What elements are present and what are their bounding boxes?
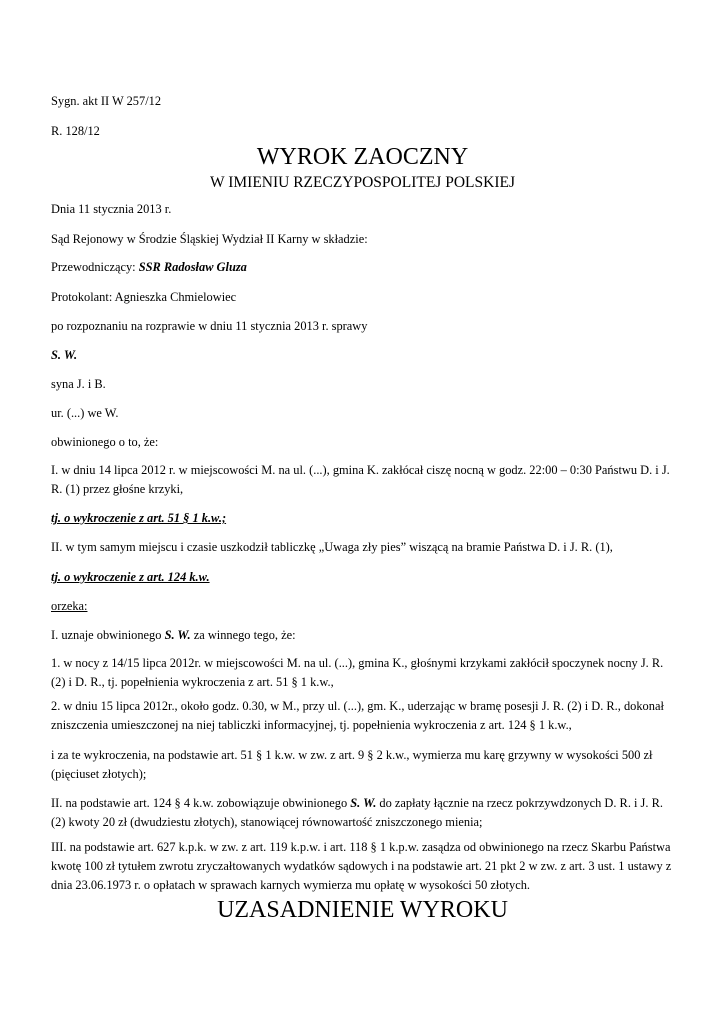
judgment-title: WYROK ZAOCZNY	[256, 144, 469, 170]
defendant-name: S. W.	[51, 348, 78, 362]
ruling-point-2-tail: do zapłaty łącznie na rzecz pokrzywdzonych D. R. i J. R. (2) kwoty 20 zł (dwudziestu złotych), stanowiącej równowartość zniszczonego mienia;	[51, 796, 663, 829]
defendant-parents: syna J. i B.	[51, 377, 106, 391]
ruling-point-1-lead: I. uznaje obwinionego	[51, 628, 165, 642]
charge-1-text: I. w dniu 14 lipca 2012 r. w miejscowości M. na ul. (...), gmina K. zakłócał ciszę nocną w godz. 22:00 – 0:30 Państwu D. i J. R. (1) przez głośne krzyki,	[51, 463, 670, 496]
ruling-point-1-tail: za winnego tego, że:	[190, 628, 296, 642]
ruling-point-1-offence-2: 2. w dniu 15 lipca 2012r., około godz. 0.30, w M., przy ul. (...), gm. K., uderzając w bramę posesji J. R. (2) i D. R., dokonał zniszczenia umieszczonej na niej tabliczki informacyjnej, tj. popełnienia wykroczenia z art. 124 § 1 k.w.,	[51, 699, 664, 732]
charge-2-text: II. w tym samym miejscu i czasie uszkodził tabliczkę „Uwaga zły pies” wiszącą na bramie Państwa D. i J. R. (1),	[51, 540, 613, 554]
ruling-point-2	[51, 794, 677, 832]
charged-intro: obwinionego o to, że:	[51, 435, 159, 449]
ruling-label: orzeka:	[51, 599, 88, 613]
hearing-info: po rozpoznaniu na rozprawie w dniu 11 stycznia 2013 r. sprawy	[51, 319, 368, 333]
judgment-date: Dnia 11 stycznia 2013 r.	[51, 202, 172, 216]
presiding-judge-label: Przewodniczący:	[51, 260, 139, 274]
court-composition: Sąd Rejonowy w Środzie Śląskiej Wydział II Karny w składzie:	[51, 232, 368, 246]
presiding-judge-name: SSR Radosław Gluza	[138, 260, 247, 274]
defendant-birth: ur. (...) we W.	[51, 406, 119, 420]
case-signature: Sygn. akt II W 257/12	[51, 94, 162, 108]
case-repertory: R. 128/12	[51, 124, 100, 138]
ruling-point-1	[51, 627, 296, 643]
ruling-point-1-offence-1: 1. w nocy z 14/15 lipca 2012r. w miejscowości M. na ul. (...), gmina K., głośnymi krzykami zakłócił spoczynek nocny J. R. (2) i D. R., tj. popełnienia wykroczenia z art. 51 § 1 k.w.,	[51, 656, 664, 689]
justification-title: UZASADNIENIE WYROKU	[217, 897, 508, 923]
ruling-point-1-penalty: i za te wykroczenia, na podstawie art. 51 § 1 k.w. w zw. z art. 9 § 2 k.w., wymierza mu karę grzywny w wysokości 500 zł (pięciuset złotych);	[51, 748, 653, 781]
ruling-point-2-defendant: S. W.	[350, 796, 377, 810]
ruling-point-3: III. na podstawie art. 627 k.p.k. w zw. z art. 119 k.p.w. i art. 118 § 1 k.p.w. zasądza od obwinionego na rzecz Skarbu Państwa kwotę 100 zł tytułem zwrotu zryczałtowanych wydatków sądowych i na podstawie art. 21 pkt 2 w zw. z art. 3 ust. 1 ustawy z dnia 23.06.1973 r. o opłatach w sprawach karnych wymierza mu opłatę w wysokości 50 złotych.	[51, 840, 672, 892]
ruling-point-2-lead: II. na podstawie art. 124 § 4 k.w. zobowiązuje obwinionego	[51, 796, 351, 810]
presiding-judge	[51, 259, 247, 275]
court-clerk: Protokolant: Agnieszka Chmielowiec	[51, 290, 237, 304]
ruling-point-1-defendant: S. W.	[164, 628, 191, 642]
judgment-subtitle: W IMIENIU RZECZYPOSPOLITEJ POLSKIEJ	[210, 174, 515, 191]
charge-1-qualification: tj. o wykroczenie z art. 51 § 1 k.w.;	[51, 511, 227, 525]
charge-2-qualification: tj. o wykroczenie z art. 124 k.w.	[51, 570, 210, 584]
